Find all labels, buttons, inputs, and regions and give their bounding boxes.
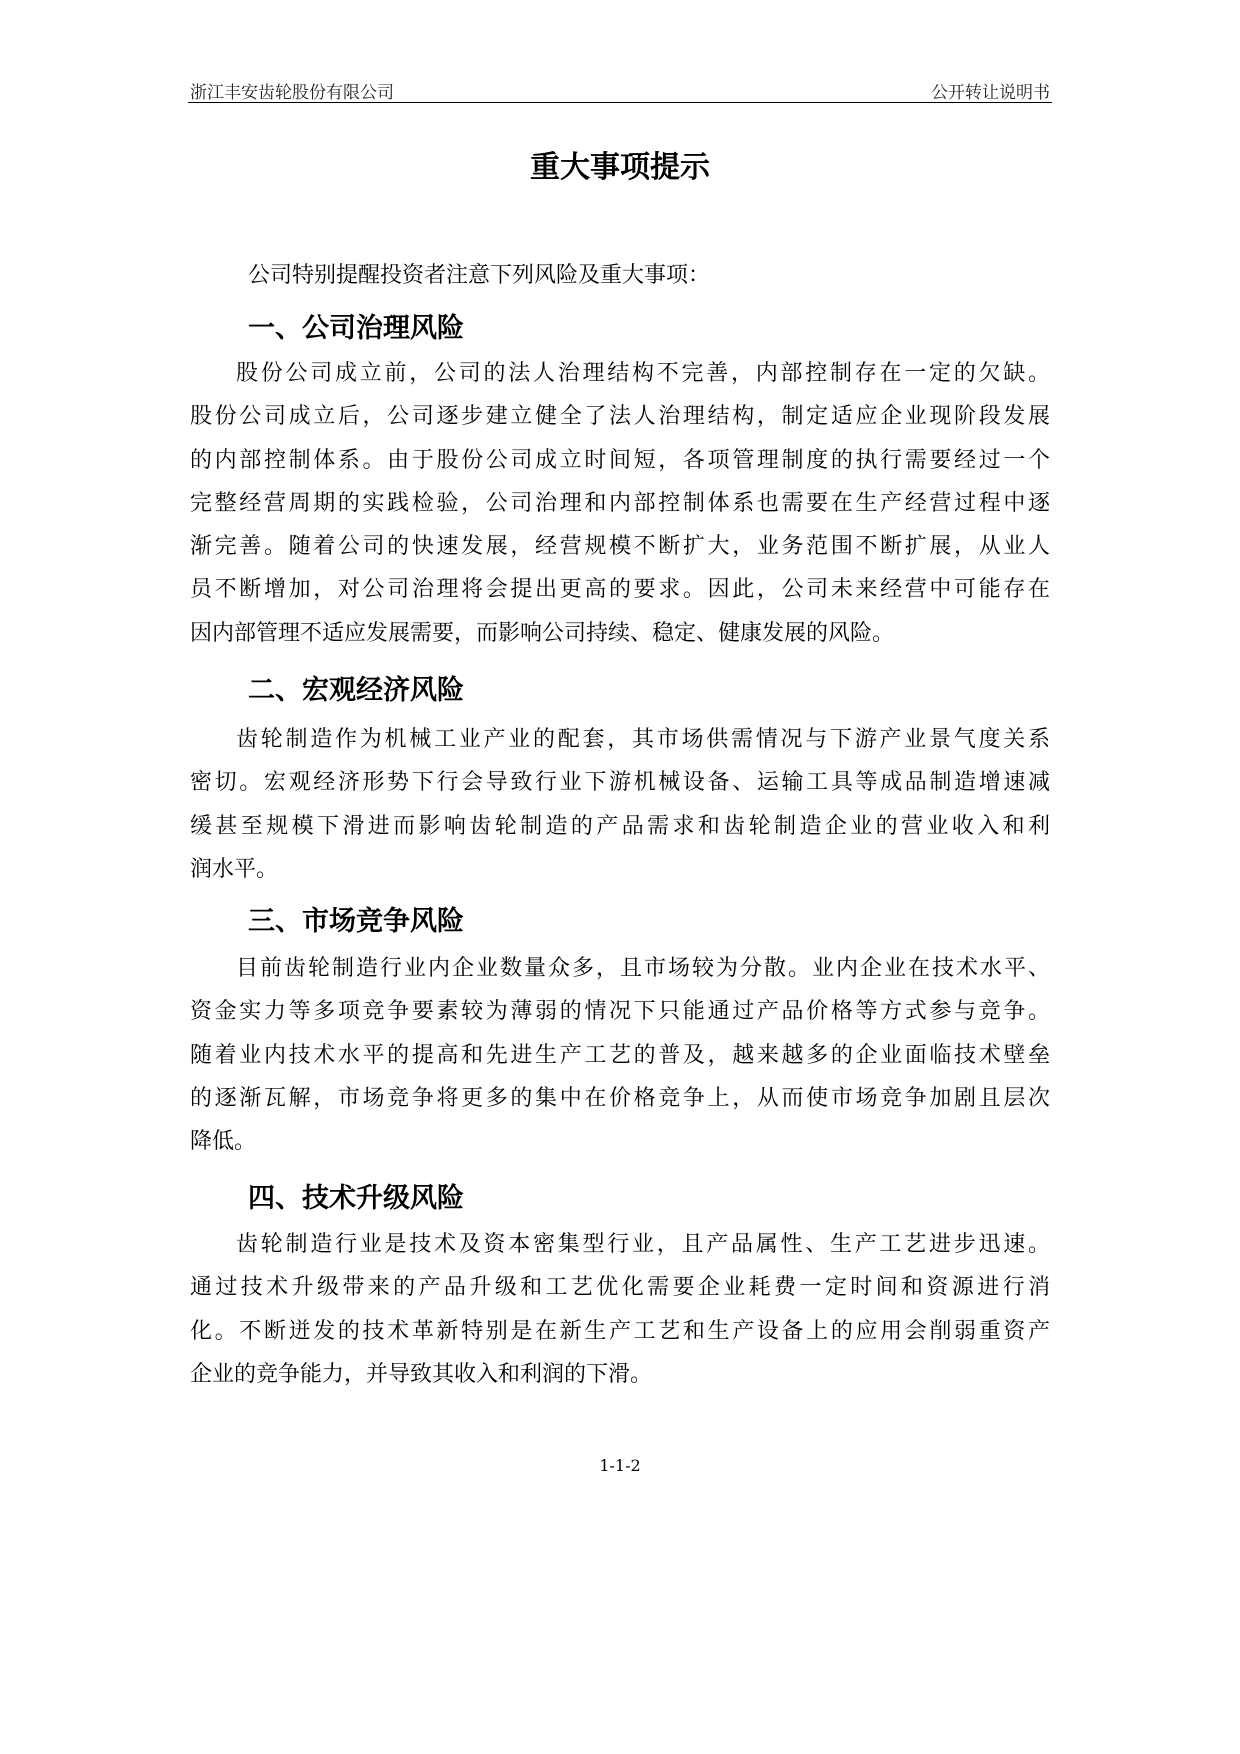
paragraph-line: 通过技术升级带来的产品升级和工艺优化需要企业耗费一定时间和资源进行消 [190,1275,1050,1301]
section-heading-4: 四、技术升级风险 [248,1183,464,1214]
header-divider [188,102,1052,103]
section-heading-1: 一、公司治理风险 [248,313,464,344]
paragraph-line: 企业的竞争能力，并导致其收入和利润的下滑。 [190,1361,653,1387]
paragraph-line: 齿轮制造行业是技术及资本密集型行业，且产品属性、生产工艺进步迅速。 [236,1232,1050,1257]
paragraph-line: 渐完善。随着公司的快速发展，经营规模不断扩大，业务范围不断扩展，从业人 [190,534,1050,560]
paragraph-line: 员不断增加，对公司治理将会提出更高的要求。因此，公司未来经营中可能存在 [190,577,1050,603]
section-body-3 [190,947,1050,1163]
section-heading-3: 三、市场竞争风险 [248,906,464,937]
page-number: 1-1-2 [599,1456,641,1475]
section-body-4 [190,1223,1050,1396]
paragraph-line: 润水平。 [190,856,279,882]
paragraph-line: 密切。宏观经济形势下行会导致行业下游机械设备、运输工具等成品制造增速减 [190,770,1050,796]
paragraph-line: 因内部管理不适应发展需要，而影响公司持续、稳定、健康发展的风险。 [190,620,895,646]
paragraph-line: 股份公司成立前，公司的法人治理结构不完善，内部控制存在一定的欠缺。 [236,361,1050,386]
intro-text: 公司特别提醒投资者注意下列风险及重大事项： [248,263,711,288]
section-body-1 [190,352,1050,655]
paragraph-line: 化。不断迸发的技术革新特别是在新生产工艺和生产设备上的应用会削弱重资产 [190,1318,1050,1344]
paragraph-line: 的内部控制体系。由于股份公司成立时间短，各项管理制度的执行需要经过一个 [190,447,1050,473]
header-company: 浙江丰安齿轮股份有限公司 [190,83,394,103]
paragraph-line: 股份公司成立后，公司逐步建立健全了法人治理结构，制定适应企业现阶段发展 [190,404,1050,430]
header-doc-type: 公开转让说明书 [931,83,1050,103]
page-title: 重大事项提示 [530,150,710,185]
section-heading-2: 二、宏观经济风险 [248,675,464,706]
paragraph-line: 降低。 [190,1129,257,1155]
paragraph-line: 缓甚至规模下滑进而影响齿轮制造的产品需求和齿轮制造企业的营业收入和利 [190,813,1050,839]
section-body-2 [190,718,1050,891]
paragraph-line: 随着业内技术水平的提高和先进生产工艺的普及，越来越多的企业面临技术壁垒 [190,1042,1050,1068]
paragraph-line: 目前齿轮制造行业内企业数量众多，且市场较为分散。业内企业在技术水平、 [236,956,1050,981]
paragraph-line: 资金实力等多项竞争要素较为薄弱的情况下只能通过产品价格等方式参与竞争。 [190,999,1050,1025]
paragraph-line: 齿轮制造作为机械工业产业的配套，其市场供需情况与下游产业景气度关系 [236,727,1050,752]
paragraph-line: 的逐渐瓦解，市场竞争将更多的集中在价格竞争上，从而使市场竞争加剧且层次 [190,1085,1050,1111]
paragraph-line: 完整经营周期的实践检验，公司治理和内部控制体系也需要在生产经营过程中逐 [190,490,1050,516]
